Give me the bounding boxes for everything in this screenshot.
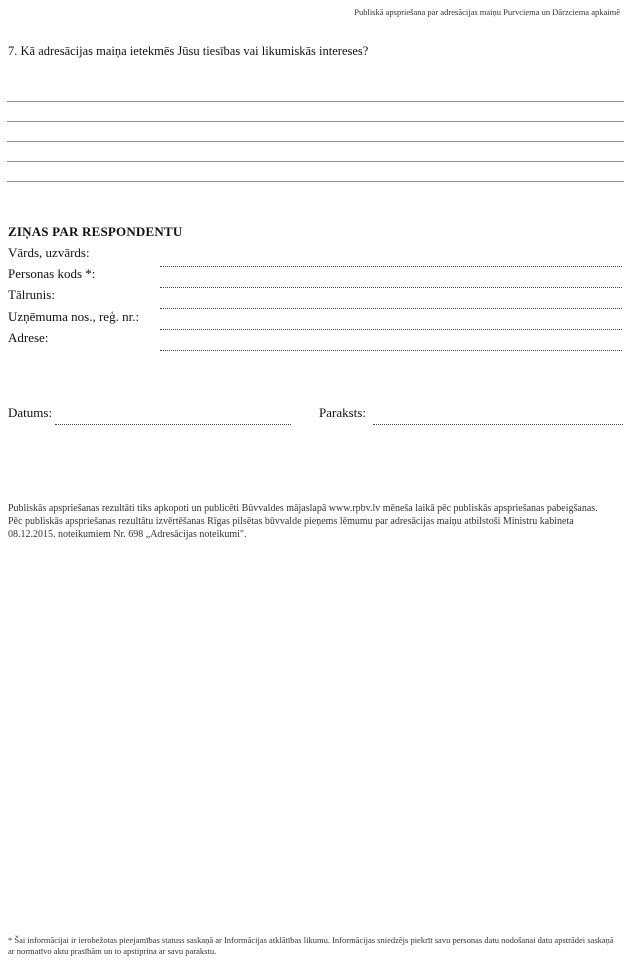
notice-paragraph: Publiskās apspriešanas rezultāti tiks apkopoti un publicēti Būvvaldes mājaslapā www.rpbv.lv mēneša laikā pēc publiskās apspriešanas pabeigšanas. Pēc publiskās apspriešanas rezultātu izvērtēšanas Rīgas pilsētas būvvalde pieņems lēmumu par adresācijas maiņu atbilstoši Ministru kabineta 08.12.2015. noteikumiem Nr. 698 „Adresācijas noteikumi".	[8, 503, 598, 540]
answer-line-4[interactable]	[7, 161, 624, 162]
phone-field[interactable]	[160, 308, 622, 309]
running-header: Publiskā apspriešana par adresācijas maiņu Purvciema un Dārzciema apkaimē	[354, 7, 620, 17]
answer-line-2[interactable]	[7, 121, 624, 122]
personal-code-field[interactable]	[160, 287, 622, 288]
personal-code-label: Personas kods *:	[8, 266, 96, 281]
address-field[interactable]	[160, 350, 622, 351]
address-label: Adrese:	[8, 330, 49, 345]
name-field[interactable]	[160, 266, 622, 267]
answer-line-3[interactable]	[7, 141, 624, 142]
date-label: Datums:	[8, 405, 53, 420]
date-field[interactable]	[55, 424, 291, 425]
signature-field[interactable]	[373, 424, 623, 425]
name-label: Vārds, uzvārds:	[8, 245, 90, 260]
company-label: Uzņēmuma nos., reģ. nr.:	[8, 309, 140, 324]
question-7: 7. Kā adresācijas maiņa ietekmēs Jūsu tiesības vai likumiskās intereses?	[8, 44, 369, 58]
signature-label: Paraksts:	[319, 405, 366, 420]
respondent-section-title: ZIŅAS PAR RESPONDENTU	[8, 224, 183, 239]
footnote: * Šai informācijai ir ierobežotas pieejamības statuss saskaņā ar Informācijas atklātības likumu. Informācijas sniedzējs piekrīt savu personas datu nodošanai datu apstrādei saskaņā ar normatīvo aktu prasībām un to apstiprina ar savu parakstu.	[8, 935, 614, 956]
phone-label: Tālrunis:	[8, 287, 55, 302]
answer-line-5[interactable]	[7, 181, 624, 182]
answer-line-1[interactable]	[7, 101, 624, 102]
company-field[interactable]	[160, 329, 622, 330]
